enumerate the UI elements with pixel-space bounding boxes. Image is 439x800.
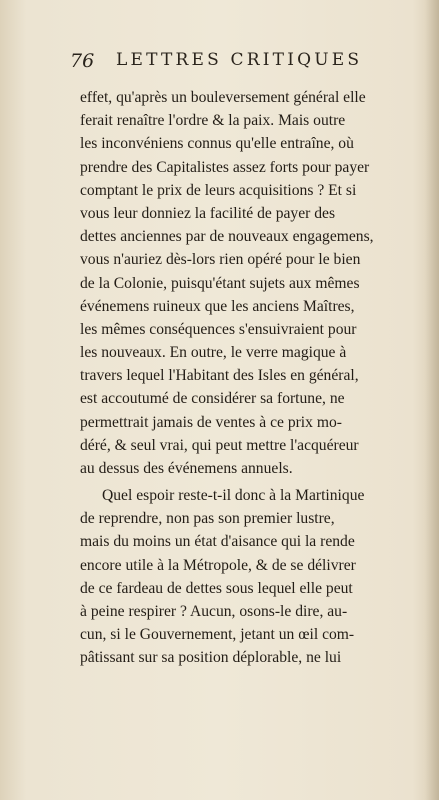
page-edge-shadow bbox=[425, 0, 439, 800]
text-line: prendre des Capitalistes assez forts pour payer bbox=[80, 158, 370, 176]
paragraph-1 bbox=[80, 86, 416, 480]
text-line: ferait renaître l'ordre & la paix. Mais outre bbox=[80, 112, 346, 130]
text-line: les nouveaux. En outre, le verre magique à bbox=[80, 344, 347, 362]
paragraph-2 bbox=[80, 484, 416, 670]
page-header bbox=[70, 50, 400, 76]
text-line: de reprendre, non pas son premier lustre, bbox=[80, 510, 335, 528]
text-line: mais du moins un état d'aisance qui la rende bbox=[80, 533, 355, 551]
text-line: les mêmes conséquences s'ensuivraient pour bbox=[80, 320, 357, 338]
text-line: effet, qu'après un bouleversement général elle bbox=[80, 89, 366, 106]
text-line: de la Colonie, puisqu'étant sujets aux mêmes bbox=[80, 274, 360, 292]
text-line: comptant le prix de leurs acquisitions ? Et si bbox=[80, 181, 357, 199]
page-number: 76 bbox=[70, 50, 95, 72]
text-line: déré, & seul vrai, qui peut mettre l'acquéreur bbox=[80, 436, 359, 454]
text-line: permettrait jamais de ventes à ce prix mo- bbox=[80, 413, 342, 431]
text-line: événemens ruineux que les anciens Maîtres, bbox=[80, 297, 355, 315]
text-line: travers lequel l'Habitant des Isles en général, bbox=[80, 367, 359, 385]
text-line: dettes anciennes par de nouveaux engagemens, bbox=[80, 228, 374, 246]
text-line: de ce fardeau de dettes sous lequel elle peut bbox=[80, 579, 353, 597]
text-line: pâtissant sur sa position déplorable, ne lui bbox=[80, 649, 342, 667]
text-line: vous leur donniez la facilité de payer des bbox=[80, 204, 336, 222]
text-line: les inconvéniens connus qu'elle entraîne, où bbox=[80, 135, 354, 153]
text-line: Quel espoir reste-t-il donc à la Martinique bbox=[102, 487, 365, 504]
text-line: cun, si le Gouvernement, jetant un œil com- bbox=[80, 626, 355, 644]
text-line: est accoutumé de considérer sa fortune, ne bbox=[80, 390, 345, 408]
text-line: vous n'auriez dès-lors rien opéré pour le bien bbox=[80, 251, 361, 269]
text-line: au dessus des événemens annuels. bbox=[80, 460, 293, 477]
text-line: à peine respirer ? Aucun, osons-le dire, au- bbox=[80, 602, 348, 620]
running-head: LETTRES CRITIQUES bbox=[116, 50, 363, 70]
text-line: encore utile à la Métropole, & de se délivrer bbox=[80, 556, 356, 574]
